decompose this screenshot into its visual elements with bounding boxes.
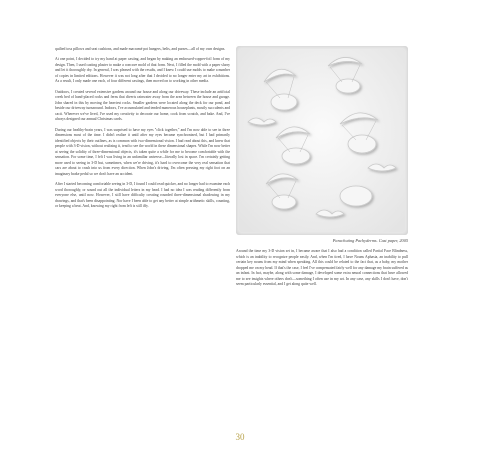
cast-paper-artwork-image — [236, 46, 408, 235]
paragraph: quilted toss pillows and seat cushions, and made macramé pot hangers, belts, and purses—all of my own designs. — [55, 47, 226, 51]
parachuting-pachyderms-illustration — [236, 46, 408, 235]
page-number: 30 — [235, 432, 245, 442]
right-text-column — [236, 249, 408, 288]
paragraph: Around the time my 3-D vision set in, I became aware that I also had a condition called Partial Face Blindness, which is an inability to recognize people easily. And, when I'm tired, I have Nouns Aphasia, an inability to pull certain key nouns from my mind when speaking. All this could be related to the fact that, as a baby, my mother dropped me on my head. If that's the case, I feel I've compensated fairly well for any damage my brain suffered as an infant. In fact, maybe, along with some damage, I developed some extra neural connections that have allowed me to see insights where others don't—something I often use in my art. In any case, any skills I don't have, don't seem particularly essential, and I get along quite well. — [236, 249, 408, 287]
figure-caption: Parachuting Pachyderms. Cast paper, 2005 — [332, 238, 408, 243]
left-text-column — [55, 47, 230, 215]
paragraph: At one point, I decided to try my hand at paper casting, and began by making an embossed-copper-foil form of my design. Then, I used casting plaster to make a concave mold of that form. Next, I filled the mold with a paper slurry and let it thoroughly dry. In general, I was pleased with the results, and I knew I could use molds to make a number of copies in limited editions. However it was not long after that I decided to no longer enter my art in exhibitions. As a result, I only made one each, of four different castings, then moved on to working in other media. — [55, 57, 230, 84]
paragraph: After I started becoming comfortable seeing in 3-D, I found I could read quicker, and no longer had to examine each word thoroughly, or sound out all the individual letters in my head. I had no idea I was reading differently from everyone else, until now. However, I still have difficulty creating rounded three-dimensional shadowing in my drawings, and that's been disappointing. Nor have I been able to get any better at simple arithmetic skills, counting, or keeping a beat. And, knowing my right from left is still iffy. — [55, 182, 230, 209]
paragraph: Outdoors, I created several extensive gardens around our house and along our driveway. These include an artificial creek bed of hand-placed rocks and ferns that diverts rainwater away from the area between the house and garage. John shared in this by moving the heaviest rocks. Smaller gardens were located along the deck for our pond, and beside our driveway turnaround. Indoors, I've accumulated and tended numerous houseplants, mostly succulents and cacti. Wherever we've lived, I've used my creativity to decorate our home, cook from scratch, and bake. And, I've always designed our annual Christmas cards. — [55, 89, 231, 122]
paragraph: During our healthy-brain years, I was surprised to have my eyes "click together," and I'm now able to see in three dimensions most of the time. I didn't realize it until after my eyes became synchronized, but I had primarily identified objects by their outlines, as is common with two-dimensional vision. I had read about this, and knew that people with 3-D vision, without realizing it, tend to see the world in these dimensional shapes. While I'm now better at seeing the solidity of three-dimensional objects, it's taken quite a while for me to become comfortable with the sensation. For some time, I felt I was living in an unfamiliar universe—literally lost in space. I'm certainly getting more used to seeing in 3-D but, sometimes, when we're driving, it's hard to overcome the very real sensation that cars are about to crash into us from every direction. When John's driving, I'm often pressing my right foot on an imaginary brake pedal so we don't have an accident. — [55, 127, 230, 176]
